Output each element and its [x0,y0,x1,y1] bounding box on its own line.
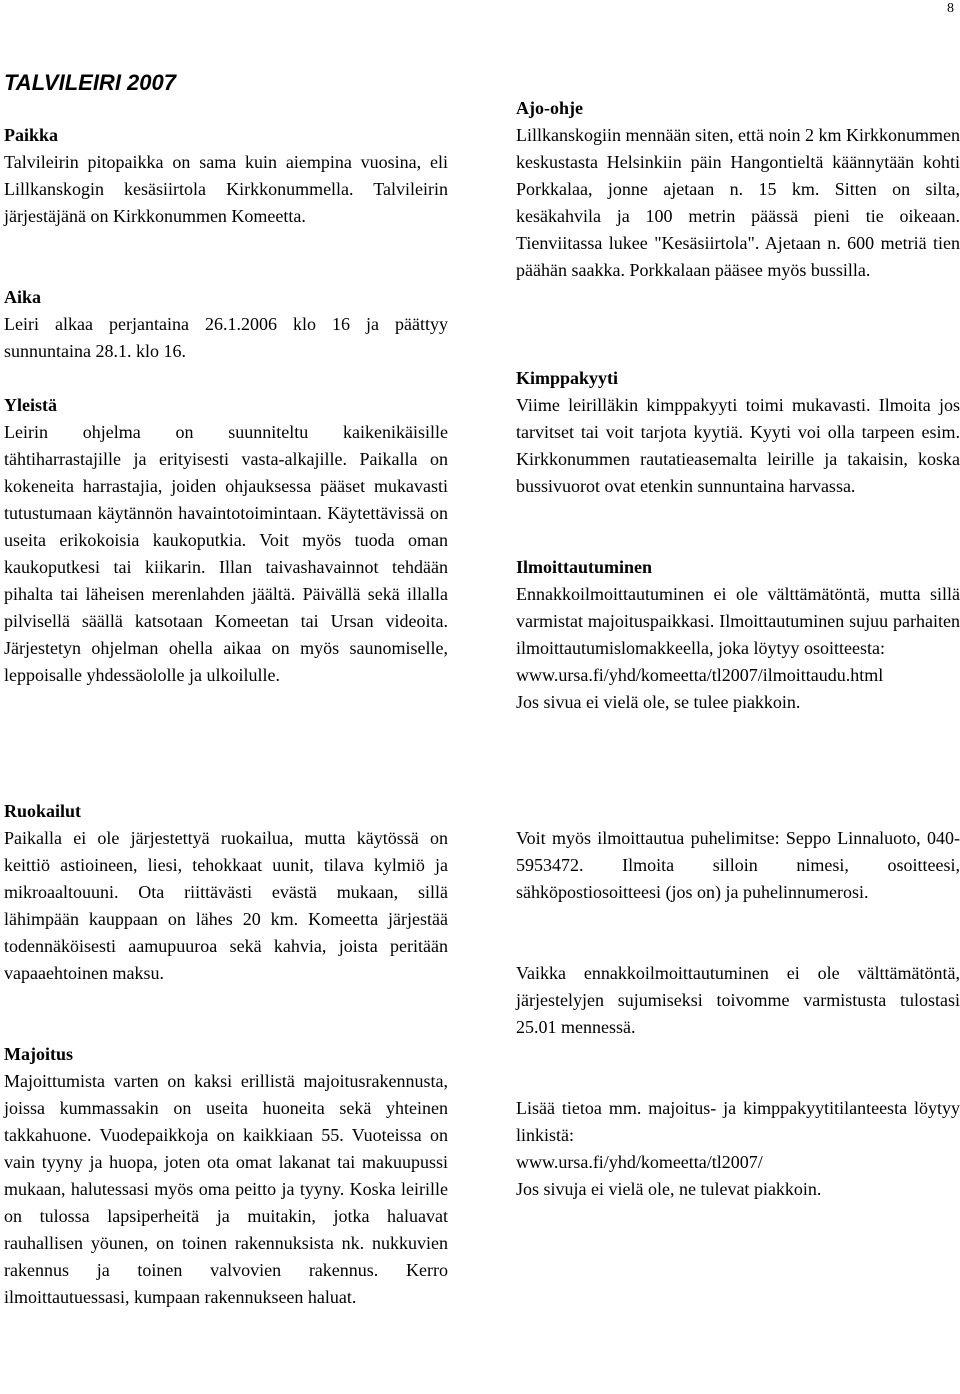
section-heading: Aika [4,287,42,307]
section-kimppakyyti [516,365,960,500]
more-info-link[interactable]: www.ursa.fi/yhd/komeetta/tl2007/ [516,1152,763,1172]
section-body: Leiri alkaa perjantaina 26.1.2006 klo 16 ja päättyy sunnuntaina 28.1. klo 16. [4,314,448,361]
section-ruokailut [4,798,448,987]
section-aika [4,284,448,365]
section-paikka [4,122,448,230]
section-note: Jos sivua ei vielä ole, se tulee piakkoin. [516,692,801,712]
section-yleista [4,392,448,689]
section-body: Paikalla ei ole järjestettyä ruokailua, mutta käytössä on keittiö astioineen, liesi, tehokkaat uunit, tilava kylmiö ja mikroaaltouuni. Ota riittävästi evästä mukaan, sillä lähimpään kauppaan on lähes 20 km. Komeetta järjestää todennäköisesti aamupuuroa sekä kahvia, joista peritään vapaaehtoinen maksu. [4,828,448,983]
page-number: 8 [947,1,954,16]
section-heading: Kimppakyyti [516,368,619,388]
section-note: Jos sivuja ei vielä ole, ne tulevat piakkoin. [516,1179,822,1199]
section-ilmoittautuminen [516,554,960,716]
more-info-paragraph [516,1095,960,1203]
section-heading: Yleistä [4,395,57,415]
section-heading: Majoitus [4,1044,73,1064]
section-body: Leirin ohjelma on suunniteltu kaikenikäisille tähtiharrastajille ja erityisesti vasta-alkajille. Paikalla on kokeneita harrastajia, joiden ohjauksessa pääset mukavasti tutustumaan käytännön havaintotoimintaan. Käytettävissä on useita erikokoisia kaukoputkia. Voit myös tuoda oman kaukoputkesi tai kiikarin. Illan taivashavainnot tehdään pihalta tai läheisen merenlahden jäältä. Päivällä sekä illalla pilvisellä säällä katsotaan Komeetan tai Ursan videoita. Järjestetyn ohjelman ohella aikaa on myös saunomiselle, leppoisalle yhdessäololle ja ulkoilulle. [4,422,448,685]
section-body: Ennakkoilmoittautuminen ei ole välttämätöntä, mutta sillä varmistat majoituspaikkasi. Ilmoittautuminen sujuu parhaiten ilmoittautumislomakkeella, joka löytyy osoitteesta: [516,584,960,658]
section-body: Viime leirilläkin kimppakyyti toimi mukavasti. Ilmoita jos tarvitset tai voit tarjota kyytiä. Kyyti voi olla tarpeen esim. Kirkkonummen rautatieasemalta leirille ja takaisin, koska bussivuorot ovat etenkin sunnuntaina harvassa. [516,395,960,496]
section-heading: Ajo-ohje [516,98,583,118]
phone-registration-paragraph [516,825,960,906]
section-body: Lillkanskogiin mennään siten, että noin 2 km Kirkkonummen keskustasta Helsinkiin päin Hangontieltä käännytään kohti Porkkalaa, jonne ajetaan n. 15 km. Sitten on silta, kesäkahvila ja 100 metrin päässä pieni tie oikeaan. Tienviitassa lukee "Kesäsiirtola". Ajetaan n. 600 metriä tien päähän saakka. Porkkalaan pääsee myös bussilla. [516,125,960,280]
section-heading: Ilmoittautuminen [516,557,653,577]
section-majoitus [4,1041,448,1311]
section-heading: Ruokailut [4,801,82,821]
confirmation-paragraph [516,960,960,1041]
section-body: Majoittumista varten on kaksi erillistä majoitusrakennusta, joissa kummassakin on useita huoneita sekä yhteinen takkahuone. Vuodepaikkoja on kaikkiaan 55. Vuoteissa on vain tyyny ja huopa, joten ota omat lakanat tai makuupussi mukaan, halutessasi myös oma peitto ja tyyny. Koska leirille on tulossa lapsiperheitä ja muitakin, jotka haluavat rauhallisen yöunen, on toinen rakennuksista nk. nukkuvien rakennus ja toinen valvovien rakennus. Kerro ilmoittautuessasi, kumpaan rakennukseen haluat. [4,1071,448,1307]
registration-form-link[interactable]: www.ursa.fi/yhd/komeetta/tl2007/ilmoittaudu.html [516,665,884,685]
section-body: Vaikka ennakkoilmoittautuminen ei ole välttämätöntä, järjestelyjen sujumiseksi toivomme varmistusta tulostasi 25.01 mennessä. [516,963,960,1037]
section-body: Lisää tietoa mm. majoitus- ja kimppakyytitilanteesta löytyy linkistä: [516,1098,960,1145]
section-body: Voit myös ilmoittautua puhelimitse: Seppo Linnaluoto, 040-5953472. Ilmoita silloin nimesi, osoitteesi, sähköpostiosoitteesi (jos on) ja puhelinnumerosi. [516,828,960,902]
section-ajo-ohje [516,95,960,284]
section-heading: Paikka [4,125,59,145]
document-title: TALVILEIRI 2007 [4,70,176,95]
section-body: Talvileirin pitopaikka on sama kuin aiempina vuosina, eli Lillkanskogin kesäsiirtola Kirkkonummella. Talvileirin järjestäjänä on Kirkkonummen Komeetta. [4,152,448,226]
